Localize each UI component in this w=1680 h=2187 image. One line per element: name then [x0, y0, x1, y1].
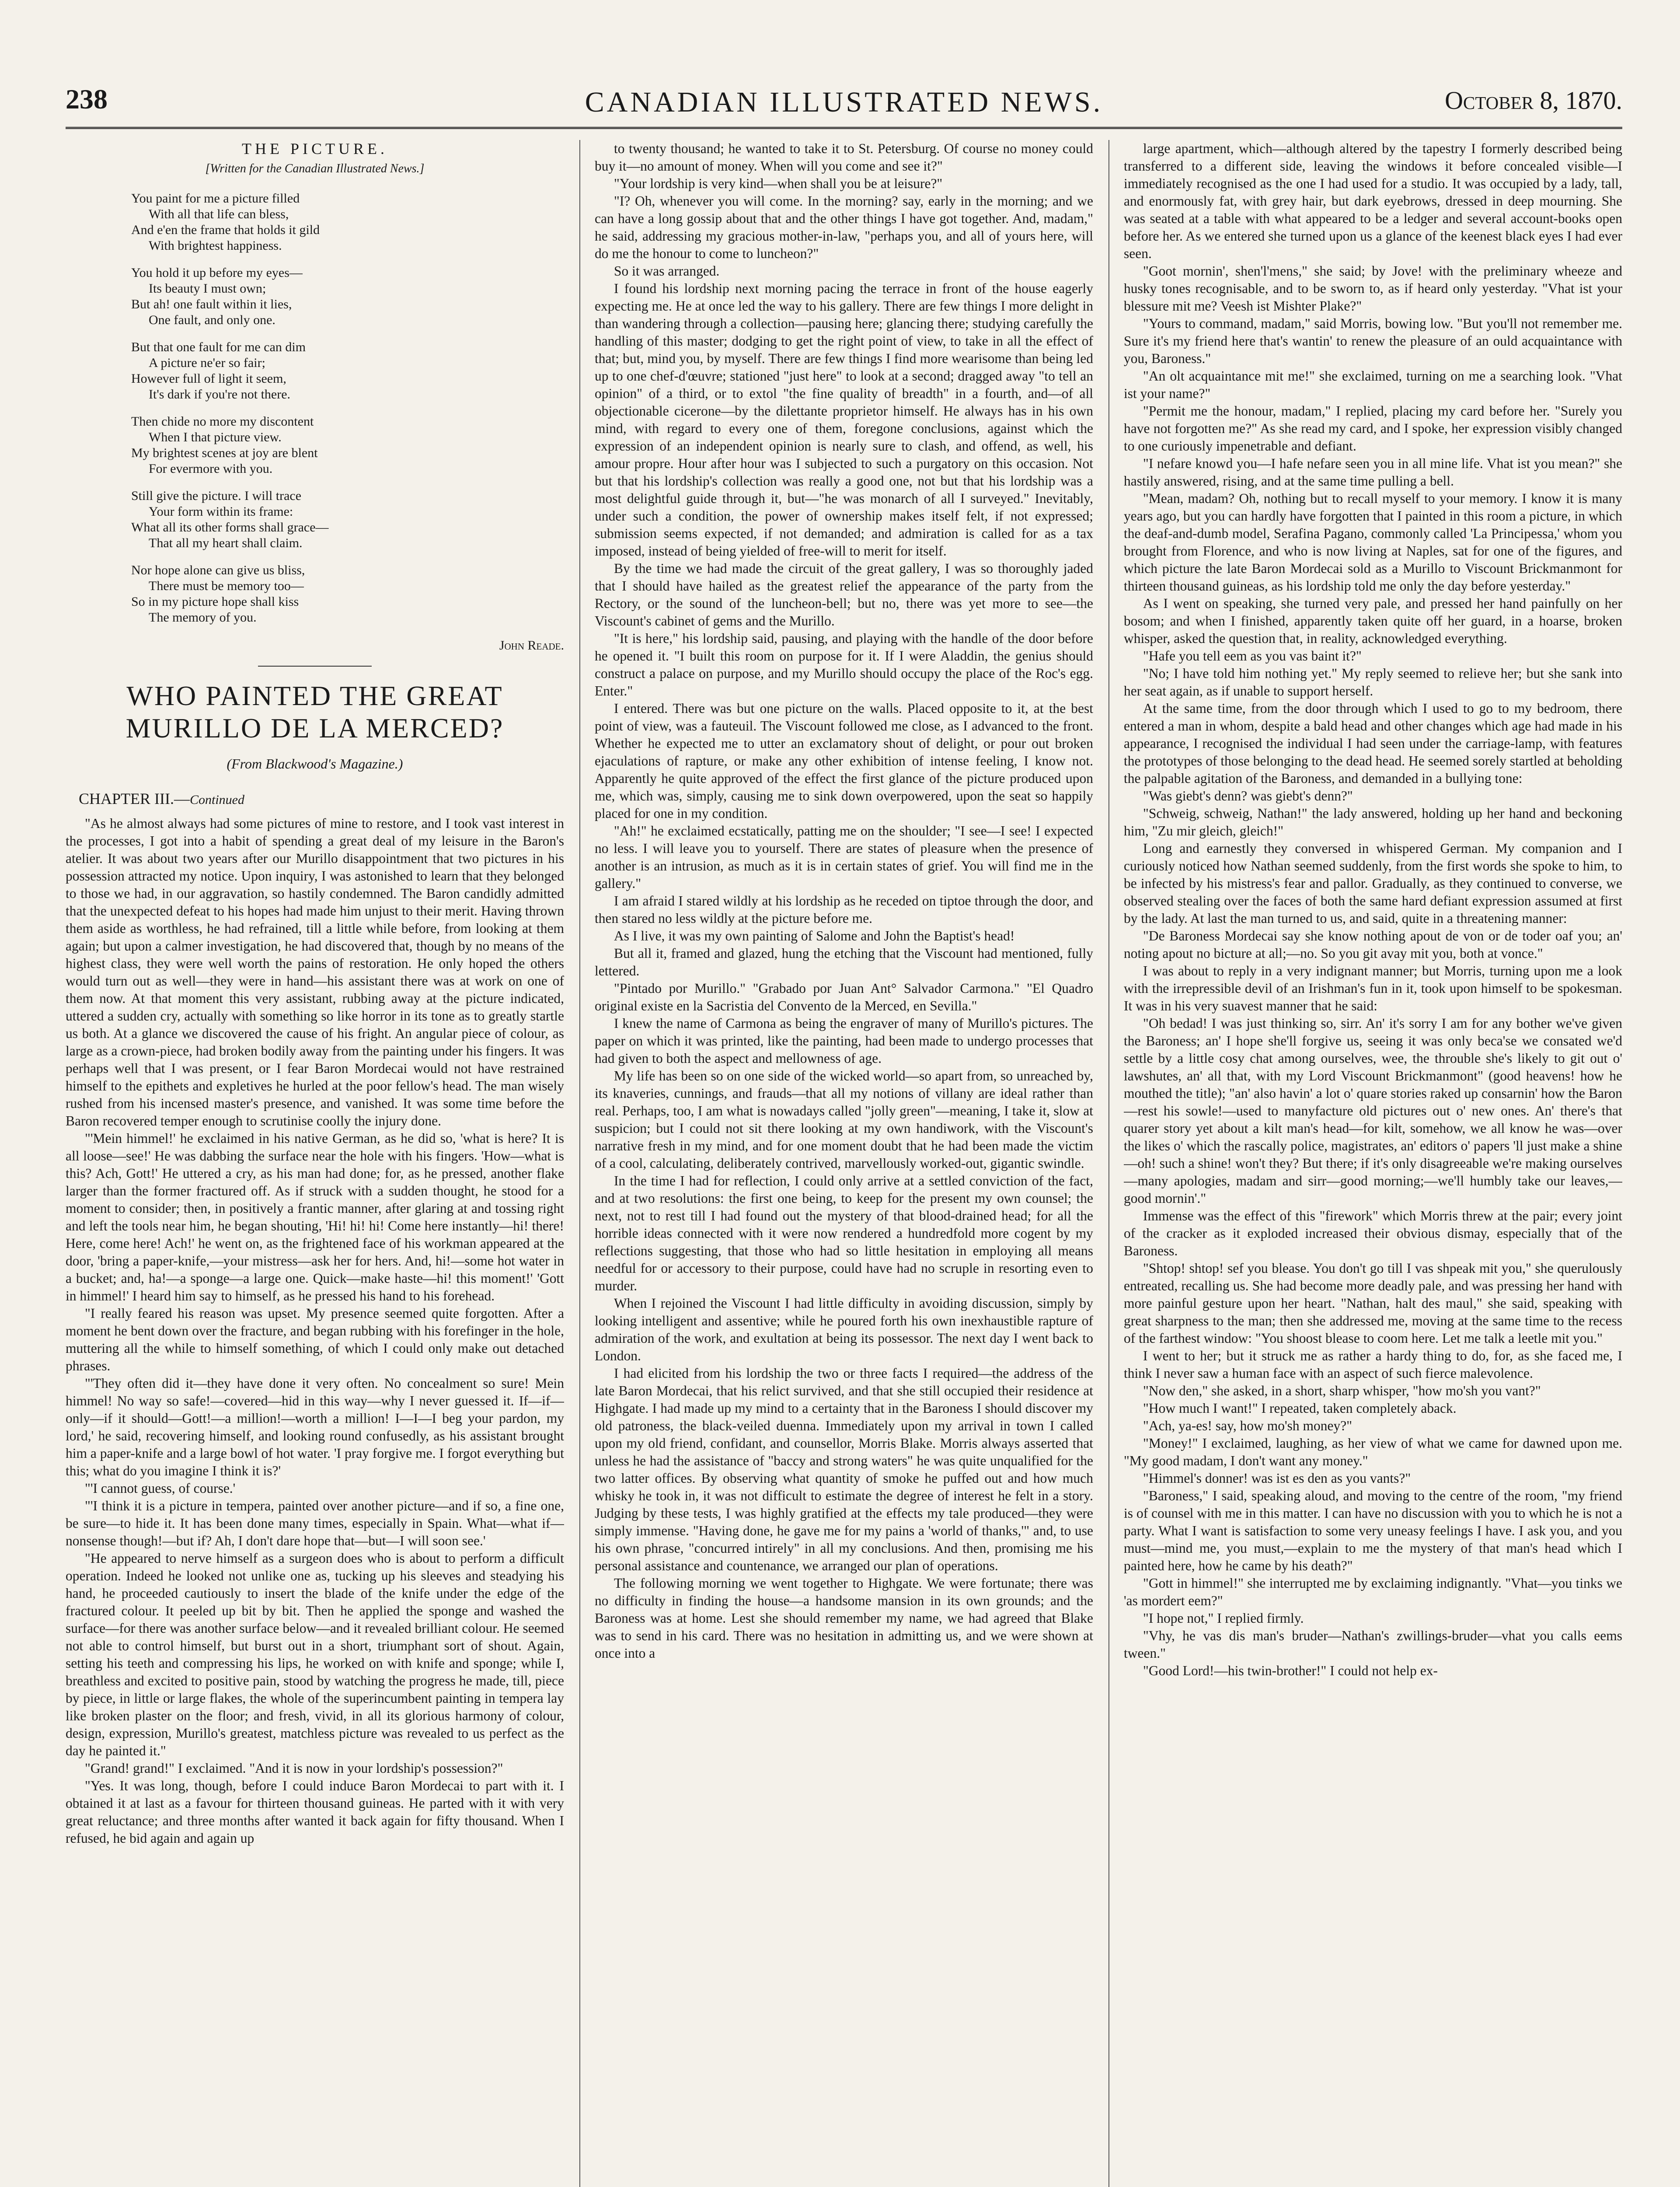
- poem-line: But ah! one fault within it lies,: [131, 297, 292, 311]
- paragraph: But all it, framed and glazed, hung the etching that the Viscount had mentioned, fully lettered.: [595, 946, 1093, 978]
- paragraph: "Hafe you tell eem as you vas baint it?": [1143, 648, 1362, 664]
- paragraph: "Gott in himmel!" she interrupted me by exclaiming indignantly. "Vhat—you tinks we 'as mordert eem?": [1124, 1576, 1622, 1608]
- poem-line: A picture ne'er so fair;: [149, 356, 265, 370]
- poem-line: And e'en the frame that holds it gild: [131, 223, 320, 237]
- story-title: WHO PAINTED THE GREAT MURILLO DE LA MERCED?: [125, 680, 504, 744]
- paragraph: My life has been so on one side of the wicked world—so apart from, so unreached by, its knaveries, cunnings, and frauds—that all my notions of villany are ideal rather than real. Perhaps, too, I am what is nowadays called "jolly green"—meaning, I take it, slow at suspicion; but I could not sit there looking at my own handiwork, with the Viscount's narrative fresh in my mind, and for one moment doubt that he had been made the victim of a cool, calculating, deliberately contrived, marvellously worked-out, gigantic swindle.: [595, 1068, 1093, 1171]
- column-3: [1124, 140, 1622, 2187]
- paragraph: "An olt acquaintance mit me!" she exclaimed, turning on me a searching look. "Vhat ist your name?": [1124, 368, 1622, 401]
- poem-line: When I that picture view.: [149, 430, 282, 444]
- paragraph: "Mean, madam? Oh, nothing but to recall myself to your memory. I know it is many years ago, but you can hardly have forgotten that I painted in this room a picture, in which the deaf-and-dumb model, Serafina Pagano, commonly called 'La Principessa,' whom you brought from Florence, and who is now living at Naples, sat for one of the figures, and which picture the late Baron Mordecai sold as a Murillo to Viscount Brickmanmont for thirteen thousand guineas, as his lordship told me only the day before yesterday.": [1124, 491, 1622, 594]
- paragraph: "Was giebt's denn? was giebt's denn?": [1143, 788, 1353, 804]
- paragraph: So it was arranged.: [614, 263, 720, 279]
- poem-line: Nor hope alone can give us bliss,: [131, 563, 305, 577]
- paragraph: "No; I have told him nothing yet." My reply seemed to relieve her; but she sank into her seat again, as if unable to support herself.: [1124, 666, 1622, 699]
- poem-stanza: [131, 488, 564, 551]
- paragraph: I went to her; but it struck me as rather a hardy thing to do, for, as she faced me, I think I never saw a human face with an aspect of such fierce malevolence.: [1124, 1348, 1622, 1381]
- poem-note: [Written for the Canadian Illustrated News.]: [205, 162, 425, 175]
- paragraph: "Permit me the honour, madam," I replied, placing my card before her. "Surely you have not forgotten me?" As she read my card, and I spoke, her expression visibly changed to one curiously impenetrable and defiant.: [1124, 403, 1622, 454]
- poem-line: It's dark if you're not there.: [149, 387, 291, 402]
- paragraph: "Yes. It was long, though, before I could induce Baron Mordecai to part with it. I obtained it at last as a favour for thirteen thousand guineas. He parted with it with very great reluctance; and three months after wanted it back again for fifty thousand. When I refused, he bid again and again up: [66, 1778, 564, 1846]
- paragraph: I entered. There was but one picture on the walls. Placed opposite to it, at the best point of view, was a fauteuil. The Viscount followed me close, as I advanced to the front. Whether he expected me to utter an exclamatory shout of delight, or pour out broken ejaculations of rapture, or make any other exhibition of intense feeling, I know not. Apparently he quite approved of the effect the first glance of the picture produced upon me, which was, simply, causing me to sink down overpowered, upon the seat so happily placed for one in my condition.: [595, 701, 1093, 821]
- section-divider: [258, 666, 372, 667]
- column-2-body: [595, 140, 1093, 1662]
- paragraph: "I? Oh, whenever you will come. In the morning? say, early in the morning; and we can have a long gossip about that and the other things I have got together. And, madam," he said, addressing my gracious mother-in-law, "perhaps you, and all of yours here, will do me the honour to come to luncheon?": [595, 193, 1093, 261]
- poem-line: You hold it up before my eyes—: [131, 266, 303, 280]
- poem-line: With all that life can bless,: [149, 207, 289, 221]
- paragraph: "'They often did it—they have done it very often. No concealment so sure! Mein himmel! No way so safe!—covered—hid in this way—why I never guessed it. If—if—only—if it should—Gott!—a million!—worth a million! I—I—I beg your pardon, my lord,' he said, recovering himself, and looking round confusedly, as his assistant brought him a paper-knife and a large bowl of hot water. 'I pray forgive me. I forgot everything but this; what do you imagine I think it is?': [66, 1376, 564, 1478]
- poem-line: However full of light it seem,: [131, 371, 286, 386]
- paragraph: to twenty thousand; he wanted to take it to St. Petersburg. Of course no money could buy it—no amount of money. When will you come and see it?": [595, 141, 1093, 174]
- poem-line: But that one fault for me can dim: [131, 340, 306, 354]
- paragraph: "Goot mornin', shen'l'mens," she said; by Jove! with the preliminary wheeze and husky tones recognisable, and to be sworn to, as if heard only yesterday. "Vhat ist your blessure mit me? Veesh ist Mishter Plake?": [1124, 263, 1622, 314]
- poem-line: One fault, and only one.: [149, 313, 275, 327]
- paragraph: "Now den," she asked, in a short, sharp whisper, "how mo'sh you vant?": [1143, 1383, 1541, 1398]
- paragraph: "Baroness," I said, speaking aloud, and moving to the centre of the room, "my friend is of counsel with me in this matter. I can have no discussion with you to which he is not a party. What I want is satisfaction to some very uneasy feelings I have. I ask you, and you must—mind me, you must,—explain to me the mystery of that man's head which I painted here, how he came by his death?": [1124, 1488, 1622, 1573]
- poem-stanza: [131, 191, 564, 254]
- paragraph: "Schweig, schweig, Nathan!" the lady answered, holding up her hand and beckoning him, "Zu mir gleich, gleich!": [1124, 806, 1622, 838]
- paragraph: "Money!" I exclaimed, laughing, as her view of what we came for dawned upon me. "My good madam, I don't want any money.": [1124, 1436, 1622, 1468]
- poem-line: The memory of you.: [149, 610, 257, 625]
- poem-author: John Reade.: [499, 638, 564, 653]
- paragraph: I am afraid I stared wildly at his lordship as he receded on tiptoe through the door, and then stared no less wildly at the picture before me.: [595, 893, 1093, 926]
- paragraph: large apartment, which—although altered by the tapestry I formerly described being transferred to a different side, leaving the windows it before concealed visible—I immediately recognised as the one I had used for a studio. It was occupied by a lady, tall, and enormously fat, with grey hair, but dark eyebrows, dressed in deep mourning. She was seated at a table with what appeared to be a ledger and several account-books open before her. As we entered she turned upon us a glance of the keenest black eyes I had ever seen.: [1124, 141, 1622, 261]
- paragraph: "Pintado por Murillo." "Grabado por Juan Ant° Salvador Carmona." "El Quadro original existe en la Sacristia del Convento de la Merced, en Sevilla.": [595, 981, 1093, 1013]
- story-source: (From Blackwood's Magazine.): [227, 756, 403, 772]
- poem-line: There must be memory too—: [149, 579, 304, 593]
- chapter-continued: Continued: [190, 793, 244, 807]
- columns: [66, 140, 1622, 2187]
- poem-stanza: [131, 562, 564, 625]
- column-rule: [579, 140, 580, 2187]
- paragraph: "How much I want!" I repeated, taken completely aback.: [1143, 1401, 1457, 1416]
- paragraph: "Your lordship is very kind—when shall you be at leisure?": [614, 176, 943, 191]
- paragraph: "Himmel's donner! was ist es den as you vants?": [1143, 1471, 1411, 1486]
- paragraph: I found his lordship next morning pacing the terrace in front of the house eagerly expecting me. He at once led the way to his gallery. There are few things I more delight in than wandering through a collection—pausing here; glancing there; studying carefully the handling of this master; dodging to get the right point of view, to take in all the effect of that; but, mind you, by myself. There are few things I find more wearisome than being led up to one chef-d'œuvre; stationed "just here" to look at a second; dragged away "to tell an opinion" of a third, or to extol "the fine quality of breadth" in a fourth, and—of all objectionable cicerone—by the dilettante proprietor himself. He always has in his own mind, with regard to every one of them, foregone conclusions, against which the expression of an independent opinion is nearly sure to clash, and offend, as well, his amour propre. Hour after hour was I subjected to such a purgatory on this occasion. Not but that his lordship's collection was really a good one, not but that his lordship was a most delightful guide through it, but—"he was monarch of all I surveyed." Inevitably, under such a condition, the power of ownership makes itself felt, if not expressed; submission seems expected, if not demanded; and admiration is called for as a tax imposed, instead of being yielded of free-will to merit for itself.: [595, 281, 1093, 559]
- poem-line: For evermore with you.: [149, 461, 273, 476]
- column-3-body: [1124, 140, 1622, 1680]
- masthead: [66, 74, 1622, 129]
- issue-date: October 8, 1870.: [1445, 86, 1622, 115]
- poem-line: Its beauty I must own;: [149, 281, 266, 296]
- poem-line: My brightest scenes at joy are blent: [131, 446, 318, 460]
- poem-line: With brightest happiness.: [149, 238, 282, 253]
- paragraph: When I rejoined the Viscount I had little difficulty in avoiding discussion, simply by looking intelligent and assentive; while he poured forth his own inexhaustible rapture of admiration of the work, and exultation at being its possessor. The next day I went back to London.: [595, 1296, 1093, 1363]
- poem-line: So in my picture hope shall kiss: [131, 594, 299, 609]
- paragraph: "Vhy, he vas dis man's bruder—Nathan's zwillings-bruder—vhat you calls eems tween.": [1124, 1628, 1622, 1661]
- poem-line: Your form within its frame:: [149, 504, 293, 519]
- paragraph: "Ah!" he exclaimed ecstatically, patting me on the shoulder; "I see—I see! I expected no less. I will leave you to yourself. There are states of pleasure when the presence of another is an intrusion, as much as it is in certain states of grief. You will find me in the gallery.": [595, 823, 1093, 891]
- paragraph: "Shtop! shtop! sef you blease. You don't go till I vas shpeak mit you," she querulously entreated, recalling us. She had become more deadly pale, and was pressing her hand with more painful gesture upon her heart. "Nathan, halt des maul," she said, speaking with great sharpness to the man; then she addressed me, moving at the same time to the recess of the farthest window: "You shoost blease to coom here. Let me talk a leetle mit you.": [1124, 1261, 1622, 1346]
- page-number: 238: [66, 84, 108, 115]
- poem-line: What all its other forms shall grace—: [131, 520, 329, 535]
- poem-line: Still give the picture. I will trace: [131, 489, 302, 503]
- paragraph: "De Baroness Mordecai say she know nothing apout de von or de toder oaf you; an' noting apout no bicture at all;—no. So you git avay mit you, both at vonce.": [1124, 928, 1622, 961]
- poem-stanzas: [66, 191, 564, 625]
- poem-stanza: [131, 339, 564, 402]
- paragraph: "Oh bedad! I was just thinking so, sirr. An' it's sorry I am for any bother we've given the Baroness; an' I hope she'll forgive us, seeing it was only beca'se we consated we'd settle by a little cosy chat among ourselves, wee, the throuble she's likely to git out o' lawshutes, an' all that, with my Lord Viscount Brickmanmont" (good heavens! how he mouthed the title); "an' also havin' a lot o' quare stories raked up consarnin' how the Baron—rest his sowle!—used to manyfacture old pictures out o' new ones. An' there's that quarer story yet about a kilt man's head—for kilt, somehow, we all know he was—over the likes o' which the rascally police, magistrates, an' editors o' papers 'll just make a shine—oh! such a shine! won't they? But there; if it's only disagreeable we're making ourselves—many apologies, madam and sirr—good morning;—we'll humbly take our leaves,—good mornin'.": [1124, 1016, 1622, 1206]
- paragraph: Long and earnestly they conversed in whispered German. My companion and I curiously noticed how Nathan seemed suddenly, from the first words she spoke to him, to be infected by his mistress's fear and pallor. Gradually, as they continued to converse, we observed stealing over the faces of both the same hard defiant expression assumed at first by the lady. At last the man turned to us, and said, quite in a threatening manner:: [1124, 841, 1622, 926]
- poem: [66, 140, 564, 654]
- poem-line: You paint for me a picture filled: [131, 191, 300, 206]
- poem-line: Then chide no more my discontent: [131, 414, 314, 429]
- paragraph: "Good Lord!—his twin-brother!" I could not help ex-: [1143, 1663, 1438, 1678]
- chapter-number: CHAPTER III.—: [79, 790, 190, 807]
- paragraph: I knew the name of Carmona as being the engraver of many of Murillo's pictures. The paper on which it was printed, like the painting, had been made to undergo processes that had given to both the aspect and mellowness of age.: [595, 1016, 1093, 1066]
- column-1-body: [66, 815, 564, 1847]
- paragraph: "Ach, ya-es! say, how mo'sh money?": [1143, 1418, 1352, 1433]
- newspaper-page: [66, 74, 1622, 2187]
- paragraph: "'I think it is a picture in tempera, painted over another picture—and if so, a fine one, be sure—to hide it. It has been done many times, especially in Spain. What—what if—nonsense though!—but if? Ah, I don't dare hope that—but—I will soon see.': [66, 1498, 564, 1548]
- paragraph: "I really feared his reason was upset. My presence seemed quite forgotten. After a moment he bent down over the fracture, and began rubbing with his forefinger in the hole, muttering all the while to himself something, of which I could only make out detached phrases.: [66, 1306, 564, 1373]
- poem-stanza: [131, 265, 564, 328]
- newspaper-title: CANADIAN ILLUSTRATED NEWS.: [585, 86, 1103, 118]
- paragraph: "'I cannot guess, of course.': [85, 1481, 236, 1496]
- paragraph: Immense was the effect of this "firework" which Morris threw at the pair; every joint of the cracker as it exploded increased their obvious dismay, especially that of the Baroness.: [1124, 1208, 1622, 1258]
- paragraph: In the time I had for reflection, I could only arrive at a settled conviction of the fact, and at two resolutions: the first one being, to keep for the present my own counsel; the next, not to rest till I had found out the mystery of that blood-drained head; for all the horrible ideas connected with it were now rendered a hundredfold more cogent by my reflections suggesting, that those who had so little hesitation in employing all means needful for or accessory to their purpose, could have had no scruple in resorting even to murder.: [595, 1173, 1093, 1293]
- paragraph: "As he almost always had some pictures of mine to restore, and I took vast interest in the processes, I got into a habit of spending a great deal of my leisure in the Baron's atelier. It was about two years after our Murillo disappointment that two pictures in his possession attracted my notice. Upon inquiry, I was astonished to learn that they belonged to those we had, in our aggravation, so hastily condemned. The Baron candidly admitted that the unexpected defeat to his hopes had made him unjust to their merit. Having thrown them aside as worthless, he had refrained, till a little while before, from looking at them again; but upon a calmer investigation, he had discovered that, though by no means of the highest class, they were well worth the pains of restoration. He only hoped the others would turn out as well—they were in hand—his assistant there was at work on one of them now. At that moment this very assistant, rubbing away at the picture indicated, uttered a sudden cry, actually with something so like horror in its tone as to greatly startle us both. At a glance we discovered the cause of his fright. An angular piece of colour, as large as a crown-piece, had broken bodily away from the painting under his fingers. It was perhaps well that I was present, or I fear Baron Mordecai would not have restrained himself to the epithets and expletives he hurled at the poor fellow's head. The man wisely rushed from his incensed master's presence, and vanished. It was some time before the Baron recovered temper enough to scrutinise coolly the injury done.: [66, 816, 564, 1128]
- paragraph: "Grand! grand!" I exclaimed. "And it is now in your lordship's possession?": [85, 1761, 503, 1776]
- column-1: [66, 140, 564, 2187]
- paragraph: I was about to reply in a very indignant manner; but Morris, turning upon me a look with the irrepressible devil of an Irishman's fun in it, took upon himself to be spokesman. It was in his very suavest manner that he said:: [1124, 963, 1622, 1013]
- paragraph: "Yours to command, madam," said Morris, bowing low. "But you'll not remember me. Sure it's my friend here that's wantin' to renew the pleasure of an ould acquaintance with you, Baroness.": [1124, 316, 1622, 366]
- poem-line: That all my heart shall claim.: [149, 536, 303, 550]
- paragraph: At the same time, from the door through which I used to go to my bedroom, there entered a man in whom, despite a bald head and other changes which age had made in his appearance, I recognised the individual I had seen under the carriage-lamp, with features the prototypes of those belonging to the dead head. He seemed sorely startled at beholding the palpable agitation of the Baroness, and demanded in a bullying tone:: [1124, 701, 1622, 786]
- column-rule: [1108, 140, 1109, 2187]
- paragraph: "I nefare knowd you—I hafe nefare seen you in all mine life. Vhat ist you mean?" she hastily answered, rising, and at the same time pulling a bell.: [1124, 456, 1622, 489]
- column-2: [595, 140, 1093, 2187]
- chapter-heading: [79, 790, 564, 809]
- paragraph: The following morning we went together to Highgate. We were fortunate; there was no difficulty in finding the house—a handsome mansion in its own grounds; and the Baroness was at home. Lest she should remember my name, we had agreed that Blake was to send in his card. There was no hesitation in admitting us, and we were shown at once into a: [595, 1576, 1093, 1661]
- paragraph: "I hope not," I replied firmly.: [1143, 1611, 1304, 1626]
- poem-stanza: [131, 414, 564, 477]
- paragraph: "He appeared to nerve himself as a surgeon does who is about to perform a difficult operation. Indeed he looked not unlike one as, tucking up his sleeves and steadying his hand, he proceeded cautiously to insert the blade of the knife under the edge of the fractured colour. It peeled up bit by bit. Then he applied the sponge and washed the surface—for there was another surface below—and it revealed brilliant colour. He seemed not able to control himself, but burst out in a short, triumphant sort of shout. Again, setting his teeth and compressing his lips, he worked on with knife and sponge; while I, breathless and excited to positive pain, stood by watching the progress he made, till, piece by piece, in little or large flakes, the whole of the superincumbent painting in tempera lay like broken plaster on the floor; and fresh, vivid, in all its glorious harmony of colour, design, expression, Murillo's greatest, matchless picture was revealed to us perfect as the day he painted it.": [66, 1551, 564, 1758]
- paragraph: "It is here," his lordship said, pausing, and playing with the handle of the door before he opened it. "I built this room on purpose for it. If I were Aladdin, the genius should construct a palace on purpose, and my Murillo should occupy the place of the Roc's egg. Enter.": [595, 631, 1093, 699]
- paragraph: "'Mein himmel!' he exclaimed in his native German, as he did so, 'what is here? It is all loose—see!' He was dabbing the surface near the hole with his fingers. 'How—what is this? Ach, Gott!' He uttered a cry, as his man had done; for, as he pressed, another flake larger than the former fractured off. As if struck with a sudden thought, he stood for a moment to consider; then, in positively a frantic manner, after glaring at and tossing right and left the tools near him, he began shouting, 'Hi! hi! hi! Come here instantly—hi! there! Here, come here! Ach!' he went on, as the frightened face of his workman appeared at the door, 'bring a paper-knife,—your mistress—ask her for hers. And, hi!—some hot water in a bucket; and, ha!—a sponge—a large one. Quick—make haste—hi! this moment!' 'Gott in himmel!' I heard him say to himself, as he pressed his hand to his forehead.: [66, 1131, 564, 1303]
- paragraph: By the time we had made the circuit of the great gallery, I was so thoroughly jaded that I should have hailed as the greatest relief the appearance of the party from the Rectory, or the sound of the luncheon-bell; but no, there was yet more to see—the Viscount's cabinet of gems and the Murillo.: [595, 561, 1093, 629]
- poem-title: THE PICTURE.: [242, 140, 388, 157]
- paragraph: I had elicited from his lordship the two or three facts I required—the address of the late Baron Mordecai, that his relict survived, and that she still occupied their residence at Highgate. I had made up my mind to a certainty that in the Baroness I should discover my old patroness, the black-veiled duenna. Immediately upon my arrival in town I called upon my old friend, confidant, and counsellor, Morris Blake. Morris always asserted that unless he had the assistance of "baccy and strong waters" he was quite unqualified for the two latter offices. By observing what quantity of smoke he puffed out and how much whisky he took in, it was not difficult to estimate the degree of interest he felt in a story. Judging by these tests, I was highly gratified at the effects my tale produced—they were simply immense. "Having done, he gave me for my pains a 'world of thanks,'" and, to use his own phrase, "concurred intirely" in all my conclusions. And then, promising me his personal assistance and countenance, we arranged our plan of operations.: [595, 1366, 1093, 1573]
- paragraph: As I went on speaking, she turned very pale, and pressed her hand painfully on her bosom; and when I finished, apparently taken quite off her guard, in a hoarse, broken whisper, asked the question that, in reality, acknowledged everything.: [1124, 596, 1622, 646]
- paragraph: As I live, it was my own painting of Salome and John the Baptist's head!: [614, 928, 1015, 943]
